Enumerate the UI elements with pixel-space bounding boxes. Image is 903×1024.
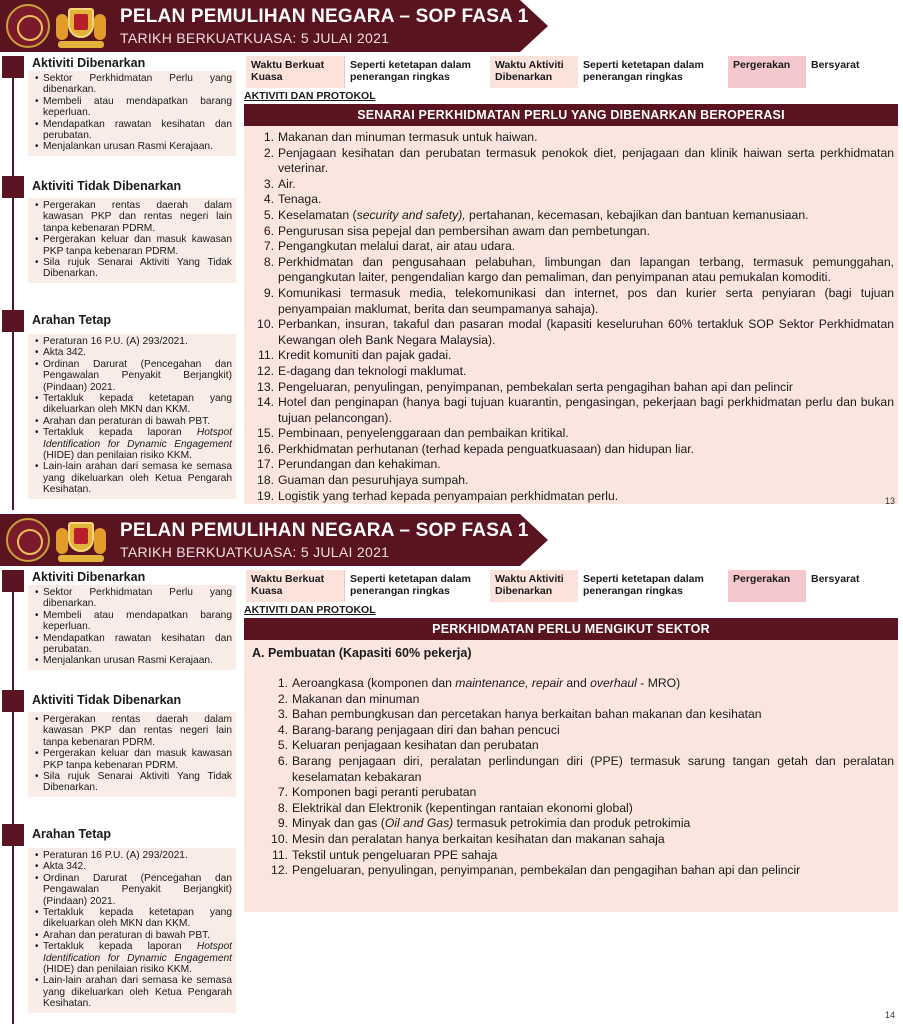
allowed-list-box — [28, 585, 236, 670]
list-item: • Mendapatkan rawatan kesihatan dan perubatan. — [36, 633, 232, 656]
list-item: 11. Tekstil untuk pengeluaran PPE sahaja — [271, 847, 498, 862]
list-item: 12. E-dagang dan teknologi maklumat. — [257, 363, 467, 378]
timeline-line — [12, 570, 14, 1024]
protocol-label: AKTIVITI DAN PROTOKOL — [244, 604, 376, 616]
coat-of-arms-icon — [54, 518, 108, 562]
activity-time-label: Waktu Aktiviti Dibenarkan — [490, 56, 578, 88]
coat-of-arms-icon — [54, 4, 108, 48]
section-marker — [2, 824, 24, 846]
list-item: 10. Mesin dan peralatan hanya berkaitan kesihatan dan makanan sahaja — [271, 831, 665, 846]
page-number: 14 — [884, 1010, 895, 1020]
movement-value: Bersyarat — [806, 570, 898, 602]
effective-time-label: Waktu Berkuat Kuasa — [246, 570, 344, 602]
effective-time-value: Seperti ketetapan dalam penerangan ringkas — [344, 570, 490, 602]
list-item: 9. Minyak dan gas (Oil and Gas) termasuk petrokimia dan produk petrokimia — [277, 816, 691, 831]
slide-header — [0, 514, 903, 566]
list-item: 16. Perkhidmatan perhutanan (terhad kepada penguatkuasaan) dan hidupan liar. — [257, 441, 695, 456]
list-item: • Tertakluk kepada ketetapan yang dikeluarkan oleh MKN dan KKM. — [36, 393, 232, 416]
list-item: • Membeli atau mendapatkan barang keperluan. — [36, 610, 232, 633]
effective-date: TARIKH BERKUATKUASA: 5 JULAI 2021 — [120, 30, 390, 46]
section-marker — [2, 690, 24, 712]
list-item: • Sektor Perkhidmatan Perlu yang dibenarkan. — [36, 587, 232, 610]
mkn-logo-icon — [6, 518, 50, 562]
page-title: PELAN PEMULIHAN NEGARA – SOP FASA 1 — [120, 520, 529, 541]
section-marker — [2, 56, 24, 78]
info-header-row — [246, 56, 898, 88]
list-item: 2. Makanan dan minuman — [277, 691, 420, 706]
left-panel — [0, 56, 240, 510]
list-item: • Akta 342. — [36, 861, 232, 872]
list-item: 6. Barang penjagaan diri, peralatan perlindungan diri (PPE) termasuk sarung tangan getah dan peralatan keselamatan kebakaran — [277, 753, 894, 784]
page-number: 13 — [884, 496, 895, 506]
list-item: • Ordinan Darurat (Pencegahan dan Pengawalan Penyakit Berjangkit) (Pindaan) 2021. — [36, 359, 232, 393]
slide-header — [0, 0, 903, 52]
list-item: 2. Penjagaan kesihatan dan perubatan termasuk penokok diet, penjagaan dan klinik haiwan serta perkhidmatan veterinar. — [263, 145, 894, 176]
movement-label: Pergerakan — [728, 570, 806, 602]
section-title-bar: SENARAI PERKHIDMATAN PERLU YANG DIBENARKAN BEROPERASI — [244, 104, 898, 126]
list-item: 15. Pembinaan, penyelenggaraan dan pembaikan kritikal. — [257, 426, 569, 441]
slide-14 — [0, 514, 903, 1024]
list-item: 4. Barang-barang penjagaan diri dan bahan pencuci — [277, 722, 560, 737]
not-allowed-heading: Aktiviti Tidak Dibenarkan — [32, 693, 182, 707]
left-panel — [0, 570, 240, 1024]
list-item: 11. Kredit komuniti dan pajak gadai. — [257, 348, 452, 363]
section-marker — [2, 570, 24, 592]
list-item: • Menjalankan urusan Rasmi Kerajaan. — [36, 141, 232, 152]
timeline-line — [12, 56, 14, 510]
list-item: • Peraturan 16 P.U. (A) 293/2021. — [36, 850, 232, 861]
list-item: 6. Pengurusan sisa pepejal dan pembersihan awam dan pembetungan. — [263, 223, 650, 238]
list-item: 9. Komunikasi termasuk media, telekomunikasi dan internet, pos dan kurier serta penyiaran (bagi tujuan penyampaian maklumat, berita dan seumpamanya sahaja). — [263, 285, 894, 316]
list-item: • Membeli atau mendapatkan barang keperluan. — [36, 96, 232, 119]
list-item: • Sektor Perkhidmatan Perlu yang dibenarkan. — [36, 73, 232, 96]
list-item: 5. Keselamatan (security and safety), pertahanan, kecemasan, kebajikan dan bantuan kemanusiaan. — [263, 207, 809, 222]
list-item: • Tertakluk kepada laporan Hotspot Identification for Dynamic Engagement (HIDE) dan penilaian risiko KKM. — [36, 427, 232, 461]
protocol-label: AKTIVITI DAN PROTOKOL — [244, 90, 376, 102]
page-title: PELAN PEMULIHAN NEGARA – SOP FASA 1 — [120, 6, 529, 27]
list-item: 13. Pengeluaran, penyulingan, penyimpanan, pembekalan serta pengagihan bahan api dan pelincir — [257, 379, 793, 394]
list-item: • Tertakluk kepada ketetapan yang dikeluarkan oleh MKN dan KKM. — [36, 907, 232, 930]
services-list-box — [244, 126, 898, 504]
effective-date: TARIKH BERKUATKUASA: 5 JULAI 2021 — [120, 544, 390, 560]
effective-time-label: Waktu Berkuat Kuasa — [246, 56, 344, 88]
directive-list-box — [28, 334, 236, 499]
list-item: • Pergerakan keluar dan masuk kawasan PKP tanpa kebenaran PDRM. — [36, 234, 232, 257]
list-item: 7. Pengangkutan melalui darat, air atau udara. — [263, 239, 516, 254]
directive-heading: Arahan Tetap — [32, 313, 111, 327]
list-item: 14. Hotel dan penginapan (hanya bagi tujuan kuarantin, pengasingan, pekerjaan bagi perkhidmatan perlu dan bukan tujuan pelancongan). — [257, 395, 894, 425]
list-item: 3. Bahan pembungkusan dan percetakan hanya berkaitan bahan makanan dan kesihatan — [277, 707, 762, 722]
list-item: 5. Keluaran penjagaan kesihatan dan perubatan — [277, 738, 539, 753]
list-item: 7. Komponen bagi peranti perubatan — [277, 785, 477, 800]
mkn-logo-icon — [6, 4, 50, 48]
list-item: 4. Tenaga. — [263, 192, 322, 207]
list-item: • Akta 342. — [36, 347, 232, 358]
slide-13 — [0, 0, 903, 510]
list-item: 19. Logistik yang terhad kepada penyampaian perkhidmatan perlu. — [257, 488, 619, 503]
list-item: 17. Perundangan dan kehakiman. — [257, 457, 441, 472]
not-allowed-list-box — [28, 712, 236, 797]
sector-list-box — [244, 640, 898, 912]
list-item: • Pergerakan rentas daerah dalam kawasan PKP dan rentas negeri lain tanpa kebenaran PDRM. — [36, 714, 232, 748]
not-allowed-heading: Aktiviti Tidak Dibenarkan — [32, 179, 182, 193]
list-item: • Menjalankan urusan Rasmi Kerajaan. — [36, 655, 232, 666]
section-marker — [2, 176, 24, 198]
sector-subheading: A. Pembuatan (Kapasiti 60% pekerja) — [252, 646, 472, 660]
list-item: • Lain-lain arahan dari semasa ke semasa yang dikeluarkan oleh Ketua Pengarah Kesihatan. — [36, 975, 232, 1009]
list-item: 10. Perbankan, insuran, takaful dan pasaran modal (kapasiti keseluruhan 60% tertakluk SOP Sektor Perkhidmatan Kewangan oleh Bank Negara Malaysia). — [257, 317, 894, 347]
list-item: 1. Aeroangkasa (komponen dan maintenance, repair and overhaul - MRO) — [277, 676, 681, 690]
list-item: • Sila rujuk Senarai Aktiviti Yang Tidak Dibenarkan. — [36, 771, 232, 794]
activity-time-value: Seperti ketetapan dalam penerangan ringkas — [578, 570, 728, 602]
list-item: • Lain-lain arahan dari semasa ke semasa yang dikeluarkan oleh Ketua Pengarah Kesihatan. — [36, 461, 232, 495]
section-marker — [2, 310, 24, 332]
allowed-heading: Aktiviti Dibenarkan — [32, 56, 146, 70]
list-item: • Arahan dan peraturan di bawah PBT. — [36, 930, 232, 941]
list-item: • Sila rujuk Senarai Aktiviti Yang Tidak Dibenarkan. — [36, 257, 232, 280]
list-item: • Tertakluk kepada laporan Hotspot Identification for Dynamic Engagement (HIDE) dan penilaian risiko KKM. — [36, 941, 232, 975]
section-title-bar: PERKHIDMATAN PERLU MENGIKUT SEKTOR — [244, 618, 898, 640]
list-item: 18. Guaman dan pesuruhjaya sumpah. — [257, 473, 469, 488]
not-allowed-list-box — [28, 198, 236, 283]
allowed-list-box — [28, 71, 236, 156]
list-item: • Pergerakan keluar dan masuk kawasan PKP tanpa kebenaran PDRM. — [36, 748, 232, 771]
list-item: 1. Makanan dan minuman termasuk untuk haiwan. — [263, 130, 538, 144]
list-item: • Mendapatkan rawatan kesihatan dan perubatan. — [36, 119, 232, 142]
activity-time-label: Waktu Aktiviti Dibenarkan — [490, 570, 578, 602]
directive-heading: Arahan Tetap — [32, 827, 111, 841]
activity-time-value: Seperti ketetapan dalam penerangan ringkas — [578, 56, 728, 88]
list-item: 3. Air. — [263, 176, 296, 191]
directive-list-box — [28, 848, 236, 1013]
list-item: 8. Perkhidmatan dan pengusahaan pelabuhan, limbungan dan lapangan terbang, termasuk pemunggahan, pengangkutan laiter, pengendalian kargo dan pemaliman, dan penyimpanan atau pemukalan komoditi. — [263, 254, 894, 285]
list-item: • Peraturan 16 P.U. (A) 293/2021. — [36, 336, 232, 347]
allowed-heading: Aktiviti Dibenarkan — [32, 570, 146, 584]
list-item: 8. Elektrikal dan Elektronik (kepentingan rantaian ekonomi global) — [277, 800, 633, 815]
list-item: • Pergerakan rentas daerah dalam kawasan PKP dan rentas negeri lain tanpa kebenaran PDRM. — [36, 200, 232, 234]
info-header-row — [246, 570, 898, 602]
list-item: • Arahan dan peraturan di bawah PBT. — [36, 416, 232, 427]
list-item: • Ordinan Darurat (Pencegahan dan Pengawalan Penyakit Berjangkit) (Pindaan) 2021. — [36, 873, 232, 907]
effective-time-value: Seperti ketetapan dalam penerangan ringkas — [344, 56, 490, 88]
list-item: 12. Pengeluaran, penyulingan, penyimpanan, pembekalan dan pengagihan bahan api dan pelincir — [271, 863, 801, 878]
movement-value: Bersyarat — [806, 56, 898, 88]
movement-label: Pergerakan — [728, 56, 806, 88]
